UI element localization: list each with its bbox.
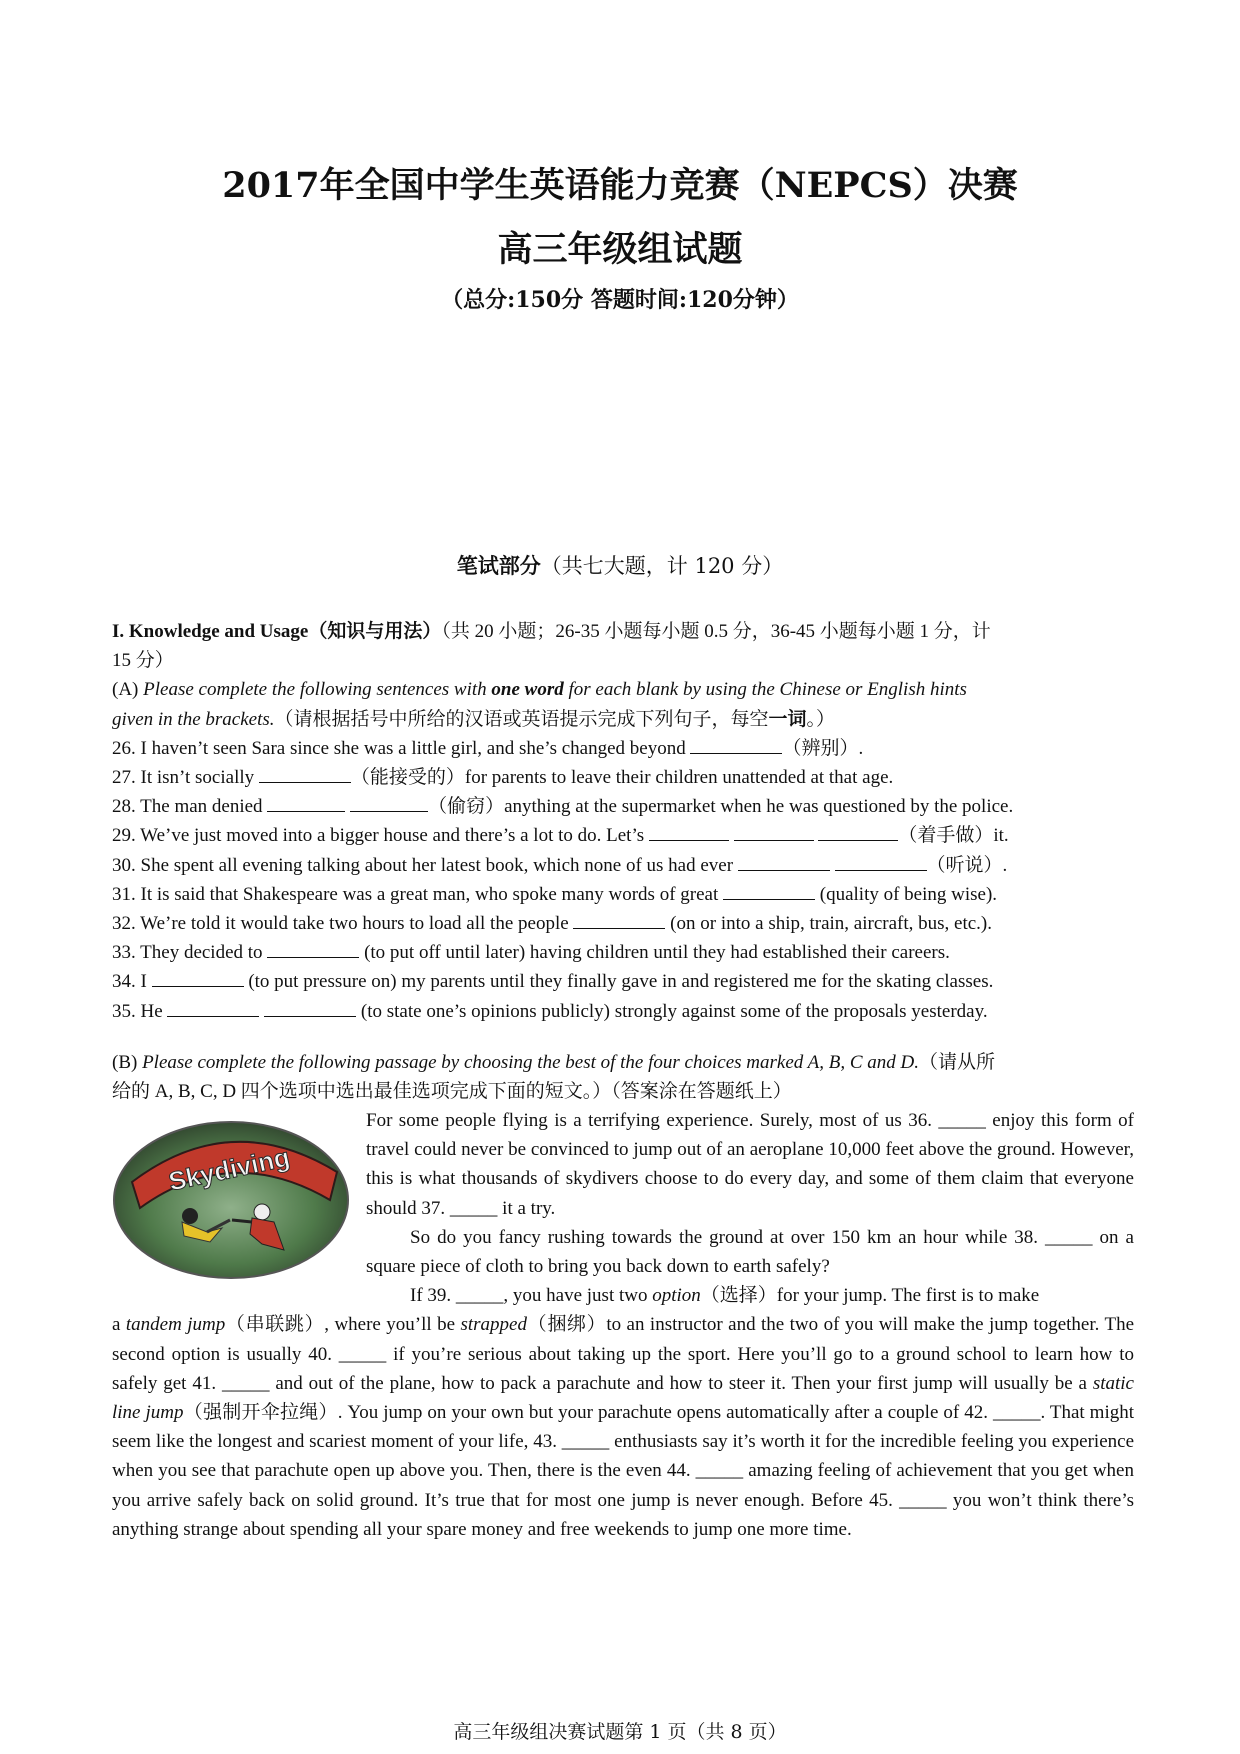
answer-blank[interactable] [573,910,665,929]
answer-blank[interactable] [259,764,351,783]
part-a-label: (A) [112,679,144,701]
question-32: 32. We’re told it would take two hours to load all the people (on or into a ship, train, aircraft, bus, etc.). [112,909,1134,938]
answer-blank[interactable] [723,881,815,900]
part-a-cn-2: 。） [806,708,836,730]
answer-blank[interactable] [264,998,356,1017]
part-a-cn-bold: 一词 [768,708,807,730]
answer-blank[interactable] [267,793,345,812]
part-b-instructions [112,1048,1134,1106]
question-34: 34. I (to put pressure on) my parents until they finally gave in and registered me for the skating classes. [112,967,1134,996]
question-35: 35. He (to state one’s opinions publicly) strongly against some of the proposals yesterday. [112,997,1134,1026]
passage-p3: If 39. _____, you have just two option（选择）for your jump. The first is to make [410,1285,1040,1307]
exam-info: （总分:150分 答题时间:120分钟） [441,287,799,313]
question-26: 26. I haven’t seen Sara since she was a little girl, and she’s changed beyond （辨别）. [112,734,1134,763]
section-1-heading [112,617,1134,646]
question-30: 30. She spent all evening talking about her latest book, which none of us had ever （听说）. [112,851,1134,880]
part-b-instr: Please complete the following passage by choosing the best of the four choices marked A, B, C and D. [142,1052,920,1073]
written-section-heading [0,550,1240,580]
part-b-cn: 给的 A, B, C, D 四个选项中选出最佳选项完成下面的短文。）（答案涂在答题纸上） [112,1081,792,1103]
answer-blank[interactable] [818,822,898,841]
part-b-instr-line: (B) Please complete the following passage by choosing the best of the four choices marked A, B, C and D.（请从所 [112,1052,996,1073]
page-footer: 高三年级组决赛试题第 1 页（共 8 页） [453,1721,787,1743]
answer-blank[interactable] [267,939,359,958]
section-1-score-cont: 15 分） [112,650,174,672]
answer-blank[interactable] [350,793,428,812]
answer-blank[interactable] [690,735,782,754]
answer-blank[interactable] [152,968,244,987]
answer-blank[interactable] [734,822,814,841]
question-29: 29. We’ve just moved into a bigger house and there’s a lot to do. Let’s （着手做）it. [112,821,1134,850]
section-1 [112,617,1134,1026]
part-a-cn: （请根据括号中所给的汉语或英语提示完成下列句子，每空 [274,708,769,730]
part-a-bold: one word [491,679,564,701]
part-a-instr-3: given in the brackets. [112,708,275,730]
passage [112,1106,1134,1544]
part-a-instr-2: for each blank by using the Chinese or English hints [563,679,967,701]
answer-blank[interactable] [738,852,830,871]
question-33: 33. They decided to (to put off until later) having children until they had established their careers. [112,938,1134,967]
exam-title: 2017年全国中学生英语能力竞赛（NEPCS）决赛 [222,165,1018,206]
exam-subtitle: 高三年级组试题 [497,229,743,270]
question-31: 31. It is said that Shakespeare was a great man, who spoke many words of great (quality of being wise). [112,880,1134,909]
written-label: 笔试部分 [456,553,541,578]
passage-p4: a tandem jump（串联跳）, where you’ll be strapped（捆绑）to an instructor and the two of you will make the jump together. The second option is usually 40. _____ if you’re serious about taking up the sport. Here you’ll go to a ground school to learn how to safely get 41. _____ and out of the plane, how to pack a parachute and how to steer it. Then your first jump will usually be a static line jump（强制开伞拉绳）. You jump on your own but your parachute opens automatically after a couple of 42. _____. That might seem like the longest and scariest moment of your life, 43. _____ enthusiasts say it’s worth it for the incredible feeling you experience when you see that parachute open up above you. Then, there is the even 44. _____ amazing feeling of achievement that you get when you arrive safely back on solid ground. It’s true that for most one jump is never enough. Before 45. _____ you won’t think there’s anything strange about spending all your spare money and free weekends to jump one more time. [112,1314,1135,1540]
question-28: 28. The man denied （偷窃）anything at the supermarket when he was questioned by the police. [112,792,1134,821]
passage-p1: For some people flying is a terrifying experience. Surely, most of us 36. _____ enjoy this form of travel could never be convinced to jump out of an aeroplane 10,000 feet above the ground. However, this is what thousands of skydivers choose to do every day, and some of them claim that everyone should 37. _____ it a try. [366,1110,1134,1219]
section-1-title: I. Knowledge and Usage [112,621,309,642]
part-a-instr: Please complete the following sentences with [143,679,492,701]
answer-blank[interactable] [649,822,729,841]
image-caption: Skydiving [165,1141,293,1197]
passage-p2: So do you fancy rushing towards the ground at over 150 km an hour while 38. _____ on a square piece of cloth to bring you back down to earth safely? [366,1226,1134,1278]
part-a-instructions-2 [112,705,1134,734]
written-detail: （共七大题，计 120 分） [540,554,784,578]
section-1-title-cn: （知识与用法） [308,621,442,642]
part-a-instructions [112,675,1134,704]
answer-blank[interactable] [167,998,259,1017]
question-27: 27. It isn’t socially （能接受的）for parents to leave their children unattended at that age. [112,763,1134,792]
section-1-score: （共 20 小题；26-35 小题每小题 0.5 分，36-45 小题每小题 1 分，计 [441,621,991,642]
answer-blank[interactable] [835,852,927,871]
